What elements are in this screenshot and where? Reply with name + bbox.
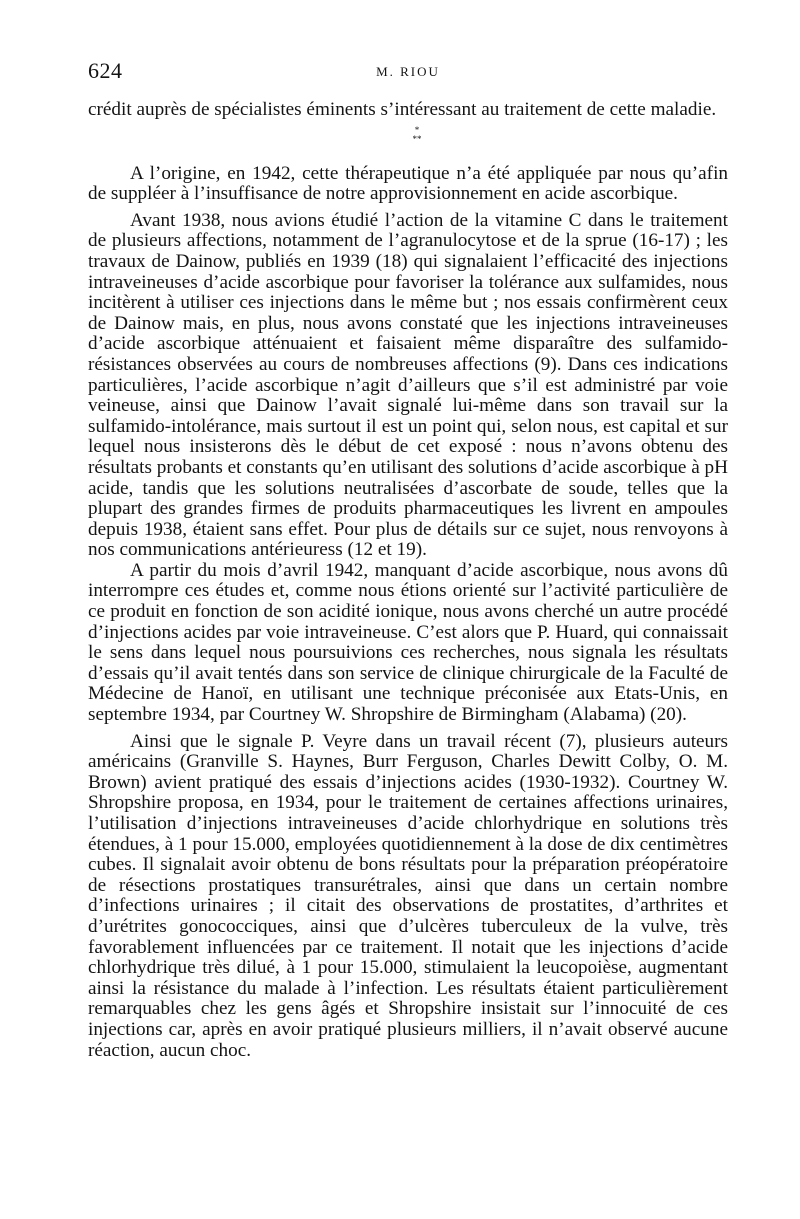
paragraph: A partir du mois d’avril 1942, manquant d’acide ascorbique, nous avons dû interrompre ces études et, comme nous étions orienté sur l’activité particulière de ce produit en fonction de son acidité ionique, nous avons cherché un autre procédé d’injections acides par voie intraveineuse. C’est alors que P. Huard, qui connaissait le sens dans lequel nous poursuivions ces recherches, nous signala les résultats d’essais qu’il avait tentés dans son service de clinique chirurgicale de la Faculté de Médecine de Hanoï, en utilisant une technique préconisée aux Etats-Unis, en septembre 1934, par Courtney W. Shropshire de Birmingham (Alabama) (20). (88, 559, 728, 726)
separator-bottom: ** (412, 133, 422, 144)
section-separator (88, 126, 728, 144)
page-number: 624 (88, 58, 123, 83)
paragraph: Avant 1938, nous avions étudié l’action de la vitamine C dans le traitement de plusieurs affections, notamment de l’agranulocytose et de la sprue (16-17) ; les travaux de Dainow, publiés en 1939 (18) qui signalaient l’efficacité des injections intraveineuses d’acide ascorbique pour favoriser la tolérance aux sulfamides, nous incitèrent à utiliser ces injections dans le même but ; nos essais confirmèrent ceux de Dainow mais, en plus, nous avons constaté que les injections intraveineuses d’acide ascorbique atténuaient et faisaient même disparaître des sulfamido-résistances observées au cours de nombreuses affections (9). Dans ces indications particulières, l’acide ascorbique n’agit d’ailleurs que s’il est administré par voie veineuse, ainsi que Dainow l’avait signalé lui-même dans son travail sur la sulfamido-intolérance, mais surtout il est un point qui, selon nous, est capital et sur lequel nous insisterons dès le début de cet exposé : nous n’avons obtenu des résultats probants et constants qu’en utilisant des solutions d’acide ascorbique à pH acide, tandis que les solutions neutralisées d’ascorbate de soude, telles que la plupart des grandes firmes de produits pharmaceutiques les livrent en ampoules depuis 1938, étaient sans effet. Pour plus de détails sur ce sujet, nous renvoyons à nos communications antérieuress (12 et 19). (88, 209, 728, 561)
page-header (88, 58, 728, 86)
body-text (88, 100, 728, 1061)
separator-top: * (414, 124, 420, 135)
paragraph: Ainsi que le signale P. Veyre dans un travail récent (7), plusieurs auteurs américains (Granville S. Haynes, Burr Ferguson, Charles Dewitt Colby, O. M. Brown) avient pratiqué des essais d’injections acides (1930-1932). Courtney W. Shropshire proposa, en 1934, pour le traitement de certaines affections urinaires, l’utilisation d’injections intraveineuses d’acide chlorhydrique en solutions très étendues, à 1 pour 15.000, employées quotidiennement à la dose de dix centimètres cubes. Il signalait avoir obtenu de bons résultats pour la préparation préopératoire de résections prostatiques transurétrales, ainsi que dans un certain nombre d’infections urinaires ; il citait des observations de prostatites, d’arthrites et d’urétrites gonococciques, ainsi que d’ulcères tuberculeux de la vulve, très favorablement influencées par ce traitement. Il notait que les injections d’acide chlorhydrique très dilué, à 1 pour 15.000, stimulaient la leucopoièse, augmentant ainsi la résistance du malade à l’infection. Les résultats étaient particulièrement remarquables chez les gens âgés et Shropshire insistait sur l’innocuité de ces injections car, après en avoir pratiqué plusieurs milliers, il n’avait observé aucune réaction, aucun choc. (88, 730, 728, 1061)
paragraph: A l’origine, en 1942, cette thérapeutique n’a été appliquée par nous qu’afin de suppléer à l’insuffisance de notre approvisionnement en acide ascorbique. (88, 162, 728, 205)
paragraph-continuation: crédit auprès de spécialistes éminents s’intéressant au traitement de cette maladie. (88, 99, 717, 120)
running-head: M. RIOU (376, 64, 440, 79)
